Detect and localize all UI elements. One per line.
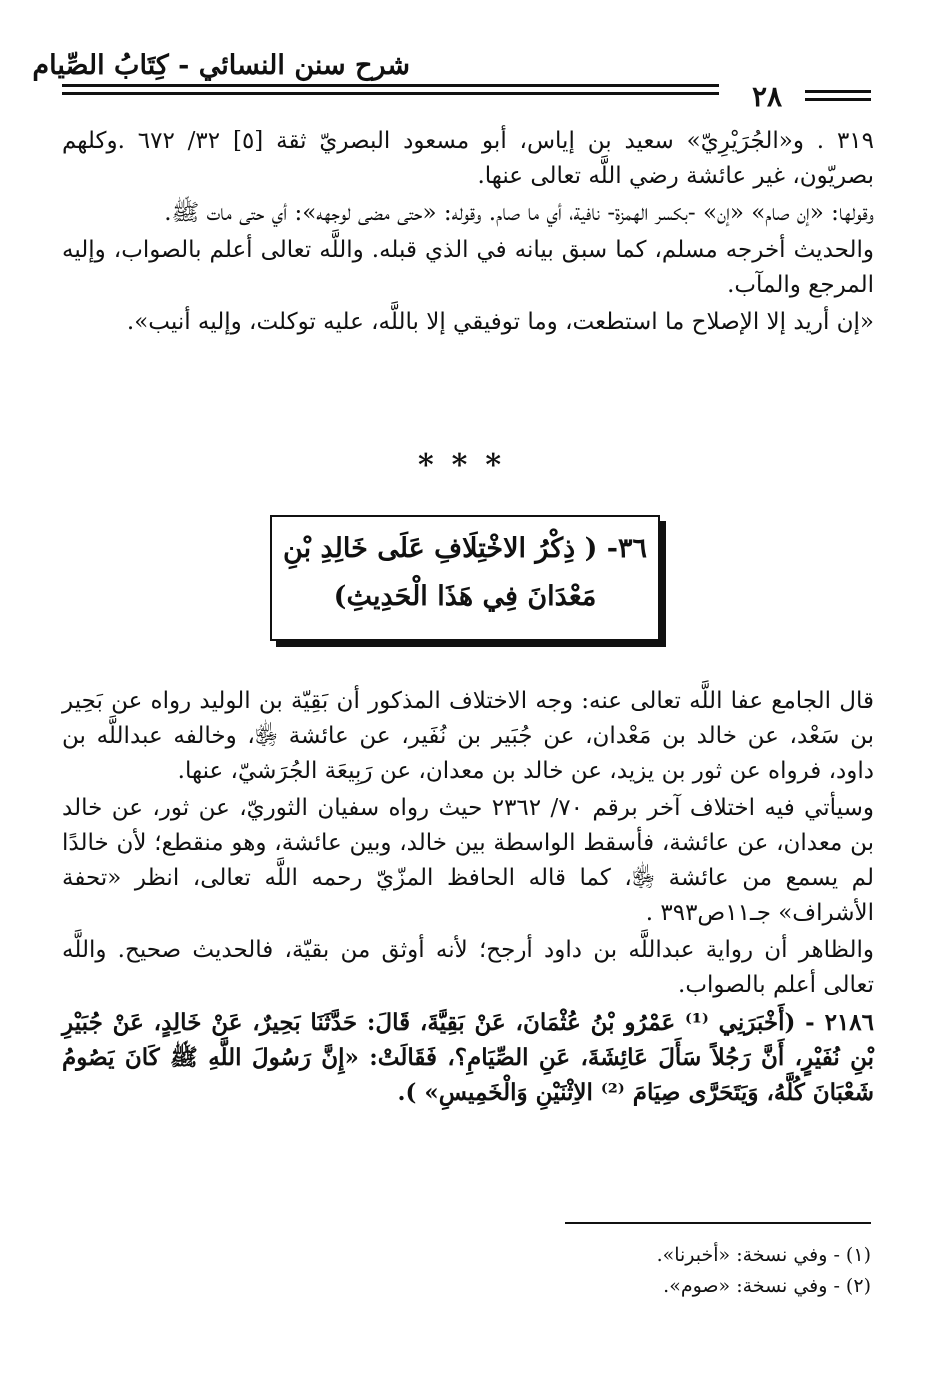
takhrij-paragraph: والحديث أخرجه مسلم، كما سبق بيانه في الذي قبله. واللَّه تعالى أعلم بالصواب، وإليه المرجع والمآب.	[62, 237, 874, 298]
chapter-heading-line-1: ٣٦- ( ذِكْرُ الاخْتِلَافِ عَلَى خَالِدِ بْنِ	[283, 533, 647, 564]
chapter-heading-box	[270, 515, 660, 641]
page-number: ٢٨	[752, 80, 783, 113]
footnote-separator-rule	[565, 1222, 871, 1224]
running-header-title: شرح سنن النسائي - كِتَابُ الصِّيام	[32, 50, 410, 81]
page-number-rule-bottom	[805, 98, 871, 101]
top-section	[62, 124, 874, 340]
main-section	[62, 684, 874, 1110]
section-separator-stars: ***	[417, 448, 520, 483]
conclusion-paragraph: والظاهر أن رواية عبداللَّه بن داود أرجح؛ لأنه أوثق من بقيّة، فالحديث صحيح. واللَّه تعالى أعلم بالصواب.	[62, 937, 874, 998]
closing-supplication-paragraph: «إن أريد إلا الإصلاح ما استطعت، وما توفيقي إلا باللَّه، عليه توكلت، وإليه أنيب».	[126, 309, 874, 335]
footnotes	[200, 1240, 871, 1302]
compiler-note-paragraph: قال الجامع عفا اللَّه تعالى عنه: وجه الاختلاف المذكور أن بَقِيّة بن الوليد رواه عن بَحِير بن سَعْد، عن خالد بن مَعْدان، عن جُبَير بن نُفَير، عن عائشة ﵂، وخالفه عبداللَّه بن داود، فرواه عن ثور بن يزيد، عن خالد بن معدان، عن رَبِيعَة الجُرَشيّ، عنها.	[62, 688, 874, 784]
hadith-2186-text: ٢١٨٦ - (أَخْبَرَنِي ⁽¹⁾ عَمْرُو بْنُ عُثْمَانَ، عَنْ بَقِيَّةَ، قَالَ: حَدَّثَنَا بَحِيرٌ، عَنْ خَالِدٍ، عَنْ جُبَيْرِ بْنِ نُفَيْرٍ، أَنَّ رَجُلاً سَأَلَ عَائِشَةَ، عَنِ الصِّيَامِ؟، فَقَالَتْ: «إِنَّ رَسُولَ اللَّهِ ﷺ كَانَ يَصُومُ شَعْبَانَ كُلَّهُ، وَيَتَحَرَّى صِيَامَ ⁽²⁾ الاِثْنَيْنِ وَالْخَمِيسِ» ).	[62, 1009, 874, 1106]
footnote-1: (١) - وفي نسخة: «أخبرنا».	[656, 1244, 871, 1266]
second-variation-paragraph: وسيأتي فيه اختلاف آخر برقم ٧٠/ ٢٣٦٢ حيث رواه سفيان الثوريّ، عن ثور، عن خالد بن معدان، عن عائشة، فأسقط الواسطة بين خالد، وبين عائشة، وهو منقطع؛ لأن خالدًا لم يسمع من عائشة ﵂، كما قاله الحافظ المزّيّ رحمه اللَّه تعالى، انظر «تحفة الأشراف» جـ١١ص٣٩٣ .	[62, 795, 875, 926]
chapter-heading-line-2: مَعْدَانَ فِي هَذَا الْحَدِيثِ)	[333, 581, 597, 612]
header-rule-top	[62, 84, 719, 87]
header-rule-bottom	[62, 92, 719, 95]
page-number-rule-top	[805, 90, 871, 93]
footnote-2: (٢) - وفي نسخة: «صوم».	[663, 1275, 871, 1297]
explanation-paragraph: وقولها: «إن صام» «إن» -بكسر الهمزة- نافية، أي ما صام. وقوله: «حتى مضى لوجهه»: أي حتى مات ﷺ.	[164, 200, 874, 226]
narrator-note-paragraph: ٣١٩ . و«الجُرَيْرِيّ» سعيد بن إياس، أبو مسعود البصريّ ثقة [٥] ٣٢/ ٦٧٢ .وكلهم بصريّون، غير عائشة رضي اللَّه تعالى عنها.	[62, 128, 874, 189]
